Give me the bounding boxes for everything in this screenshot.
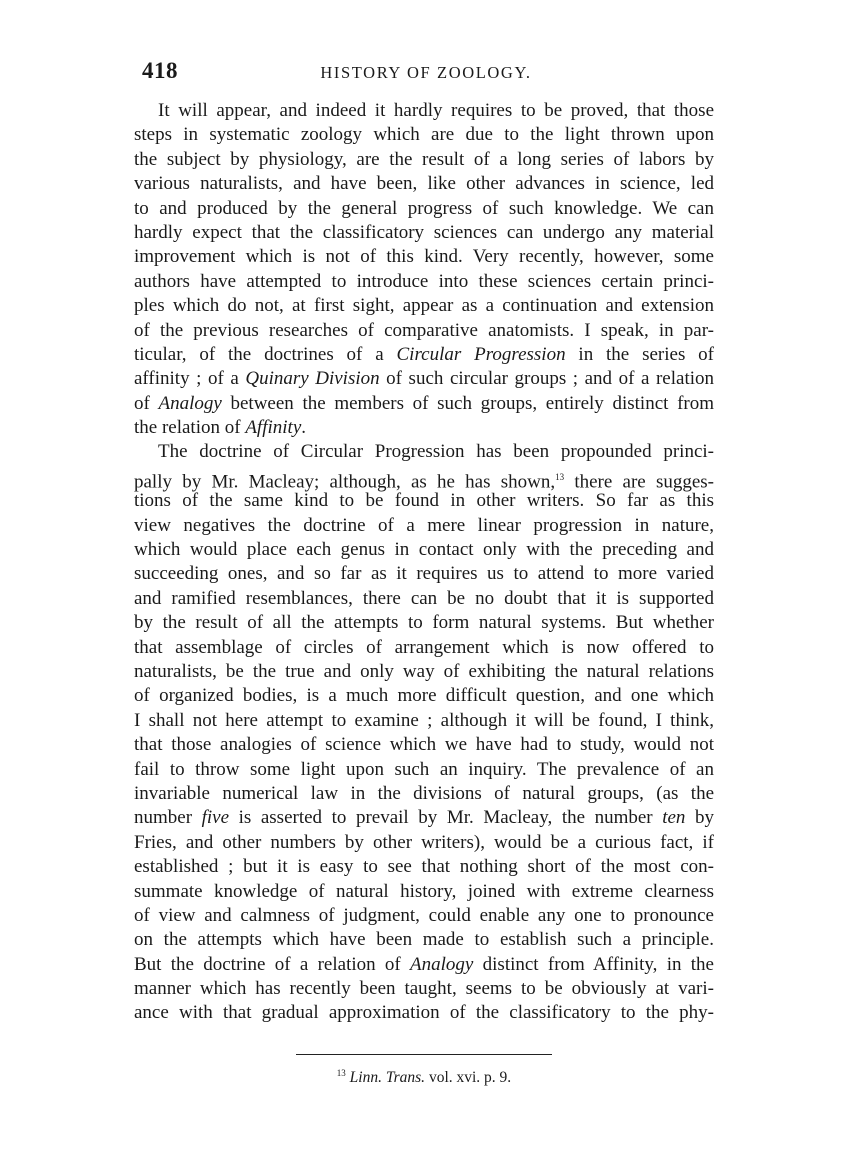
text-line: hardly expect that the classificatory sciences can undergo any material <box>134 221 714 243</box>
text-run: affinity ; of a <box>134 368 246 390</box>
text-run: ticular, of the doctrines of a <box>134 343 397 365</box>
text-line: improvement which is not of this kind. Very recently, however, some <box>134 246 714 268</box>
footnote-marker: 13 <box>336 1068 346 1078</box>
text-line: invariable numerical law in the divisions of natural groups, (as the <box>134 782 714 804</box>
text-line: by the result of all the attempts to form natural systems. But whether <box>134 612 714 634</box>
text-line: succeeding ones, and so far as it requires us to attend to more varied <box>134 563 714 585</box>
text-line: that those analogies of science which we have had to study, would not <box>134 734 714 756</box>
page-number: 418 <box>142 58 178 83</box>
text-run: by <box>685 807 714 829</box>
italic-term: five <box>201 807 230 829</box>
text-line: ples which do not, at first sight, appear as a continuation and extension <box>134 295 714 317</box>
italic-term: ten <box>662 807 686 829</box>
text-run: pally by Mr. Macleay; although, as he has shown, <box>134 471 556 493</box>
running-title: HISTORY OF ZOOLOGY. <box>320 63 532 82</box>
text-line: summate knowledge of natural history, joined with extreme clearness <box>134 880 714 902</box>
text-line: that assemblage of circles of arrangement which is now offered to <box>134 636 714 658</box>
text-run: of <box>134 392 159 414</box>
text-line: The doctrine of Circular Progression has been propounded princi- <box>158 441 714 463</box>
text-line <box>134 806 714 830</box>
text-run: is asserted to prevail by Mr. Macleay, the number <box>229 807 663 829</box>
text-line: Fries, and other numbers by other writers), would be a curious fact, if <box>134 831 714 853</box>
text-line: which would place each genus in contact only with the preceding and <box>134 539 714 561</box>
text-line: on the attempts which have been made to establish such a principle. <box>134 929 714 951</box>
text-line: ance with that gradual approximation of the classificatory to the phy- <box>134 1002 714 1024</box>
text-line: authors have attempted to introduce into these sciences certain princi- <box>134 270 714 292</box>
text-line: of view and calmness of judgment, could enable any one to pronounce <box>134 904 714 926</box>
body-text <box>134 99 714 1026</box>
text-line: various naturalists, and have been, like other advances in science, led <box>134 173 714 195</box>
text-line: manner which has recently been taught, seems to be obviously at vari- <box>134 978 714 1000</box>
running-head <box>132 58 720 88</box>
italic-term: Affinity <box>245 417 302 439</box>
text-run: number <box>134 807 202 829</box>
text-run: between the members of such groups, entirely distinct from <box>221 392 715 414</box>
text-line: naturalists, be the true and only way of exhibiting the natural relations <box>134 660 714 682</box>
text-line <box>134 367 714 391</box>
text-run: But the doctrine of a relation of <box>134 953 411 975</box>
italic-term: Circular Progression <box>396 343 566 365</box>
footnote-source: Linn. Trans. <box>349 1069 426 1086</box>
text-line: steps in systematic zoology which are due to the light thrown upon <box>134 124 714 146</box>
text-run: of such circular groups ; and of a relation <box>379 368 715 390</box>
text-line: fail to throw some light upon such an inquiry. The prevalence of an <box>134 758 714 780</box>
text-line: established ; but it is easy to see that nothing short of the most con- <box>134 856 714 878</box>
footnote-divider <box>296 1054 552 1055</box>
text-line <box>134 953 714 977</box>
text-run: . <box>301 417 307 439</box>
text-line <box>134 392 714 416</box>
footnote <box>296 1068 552 1087</box>
text-run: there are sugges- <box>564 471 715 493</box>
text-line <box>134 416 714 440</box>
text-line: tions of the same kind to be found in other writers. So far as this <box>134 490 714 512</box>
text-run: the relation of <box>134 417 246 439</box>
text-run: in the series of <box>565 343 715 365</box>
paragraph-2 <box>134 440 714 1025</box>
italic-term: Analogy <box>410 953 474 975</box>
text-line: of organized bodies, is a much more difficult question, and one which <box>134 685 714 707</box>
text-line <box>134 343 714 367</box>
text-run: distinct from Affinity, in the <box>473 953 714 975</box>
italic-term: Quinary Division <box>245 368 380 390</box>
paragraph-1 <box>134 99 714 440</box>
text-line: to and produced by the general progress of such knowledge. We can <box>134 197 714 219</box>
text-line: of the previous researches of comparative anatomists. I speak, in par- <box>134 319 714 341</box>
footnote-citation: vol. xvi. p. 9. <box>425 1069 512 1086</box>
text-line: I shall not here attempt to examine ; although it will be found, I think, <box>134 709 714 731</box>
text-line: the subject by physiology, are the result of a long series of labors by <box>134 148 714 170</box>
text-line <box>134 465 715 493</box>
italic-term: Analogy <box>158 392 222 414</box>
text-line: It will appear, and indeed it hardly requires to be proved, that those <box>158 100 714 121</box>
footnote-reference[interactable]: 13 <box>555 471 565 482</box>
text-line: and ramified resemblances, there can be no doubt that it is supported <box>134 587 714 609</box>
text-line: view negatives the doctrine of a mere linear progression in nature, <box>134 514 714 536</box>
